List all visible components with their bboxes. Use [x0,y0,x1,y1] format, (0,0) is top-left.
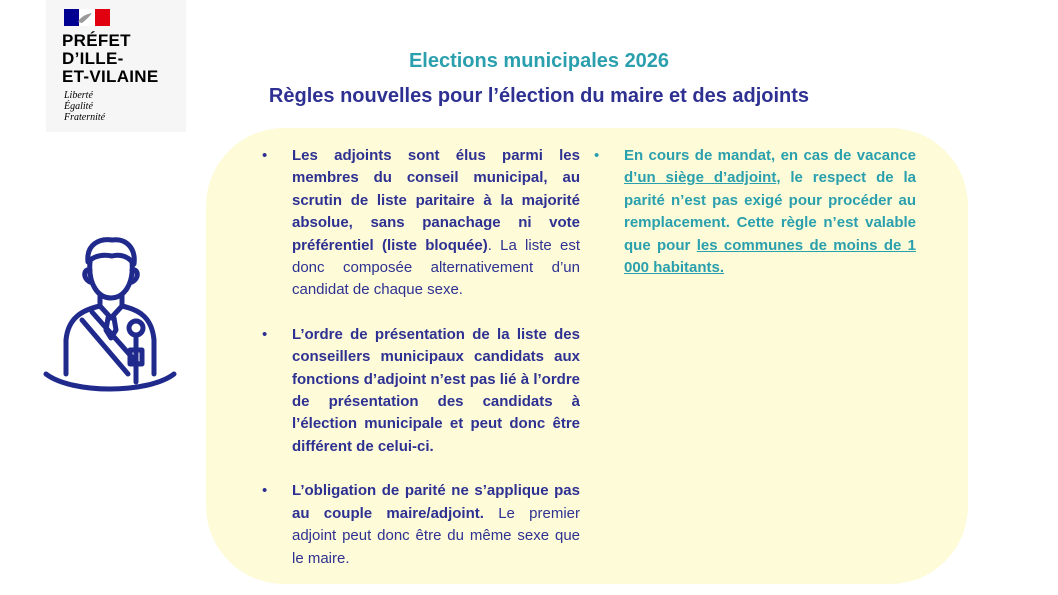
right-item-text-2: , le respect de la parité n’est pas exigé pour procéder au remplacement. Cette règle n’est valable que pour [624,169,916,254]
bullet-icon: • [262,482,268,500]
small-communes-link[interactable]: les communes de moins de 1 000 habitants. [624,236,917,277]
right-column [594,145,916,301]
motto-liberte: Liberté [64,90,93,101]
item-1-bold-text: Les adjoints sont élus parmi les membres du conseil municipal, au scrutin de liste paritaire à la majorité absolue, sans panachage ni vote préférentiel (liste bloquée) [292,147,580,254]
left-bullet-item-1 [262,145,580,302]
left-column [262,145,580,592]
adjoint-seat-link[interactable]: d’un siège d’adjoint [624,169,777,187]
mayor-with-sash-icon [42,232,178,394]
slide-subtitle: Règles nouvelles pour l’élection du maire et des adjoints [268,85,810,107]
republic-motto [64,90,105,123]
left-bullet-item-2 [262,324,580,458]
right-item-text-1: En cours de mandat, en cas de vacance [624,147,916,164]
prefecture-logo [46,0,186,132]
right-bullet-item [594,145,916,279]
motto-egalite: Égalité [64,101,93,112]
item-1-normal-text: . La liste est donc composée alternativement d’un candidat de chaque sexe. [292,236,580,299]
bullet-icon: • [262,147,268,164]
prefecture-name-line2: D’ILLE- [62,49,124,68]
marianne-flag-icon [64,9,110,26]
item-2-bold-text: L’ordre de présentation de la liste des conseillers municipaux candidats aux fonctions d’adjoint n’est pas lié à l’ordre de présentation des candidats à l’élection municipale et peut donc être différent de celui-ci. [292,325,580,455]
prefecture-name [62,32,182,86]
left-bullet-item-3 [262,480,580,570]
item-3-normal-text: Le premier adjoint peut donc être du même sexe que le maire. [292,504,580,567]
prefecture-name-line3: ET-VILAINE [62,67,159,86]
bullet-icon: • [594,147,600,164]
item-3-bold-text: L’obligation de parité ne s’applique pas au couple maire/adjoint. [292,482,580,522]
prefecture-name-line1: PRÉFET [62,31,131,50]
bullet-icon: • [262,325,268,343]
motto-fraternite: Fraternité [64,112,106,123]
slide-title: Elections municipales 2026 [408,50,670,72]
